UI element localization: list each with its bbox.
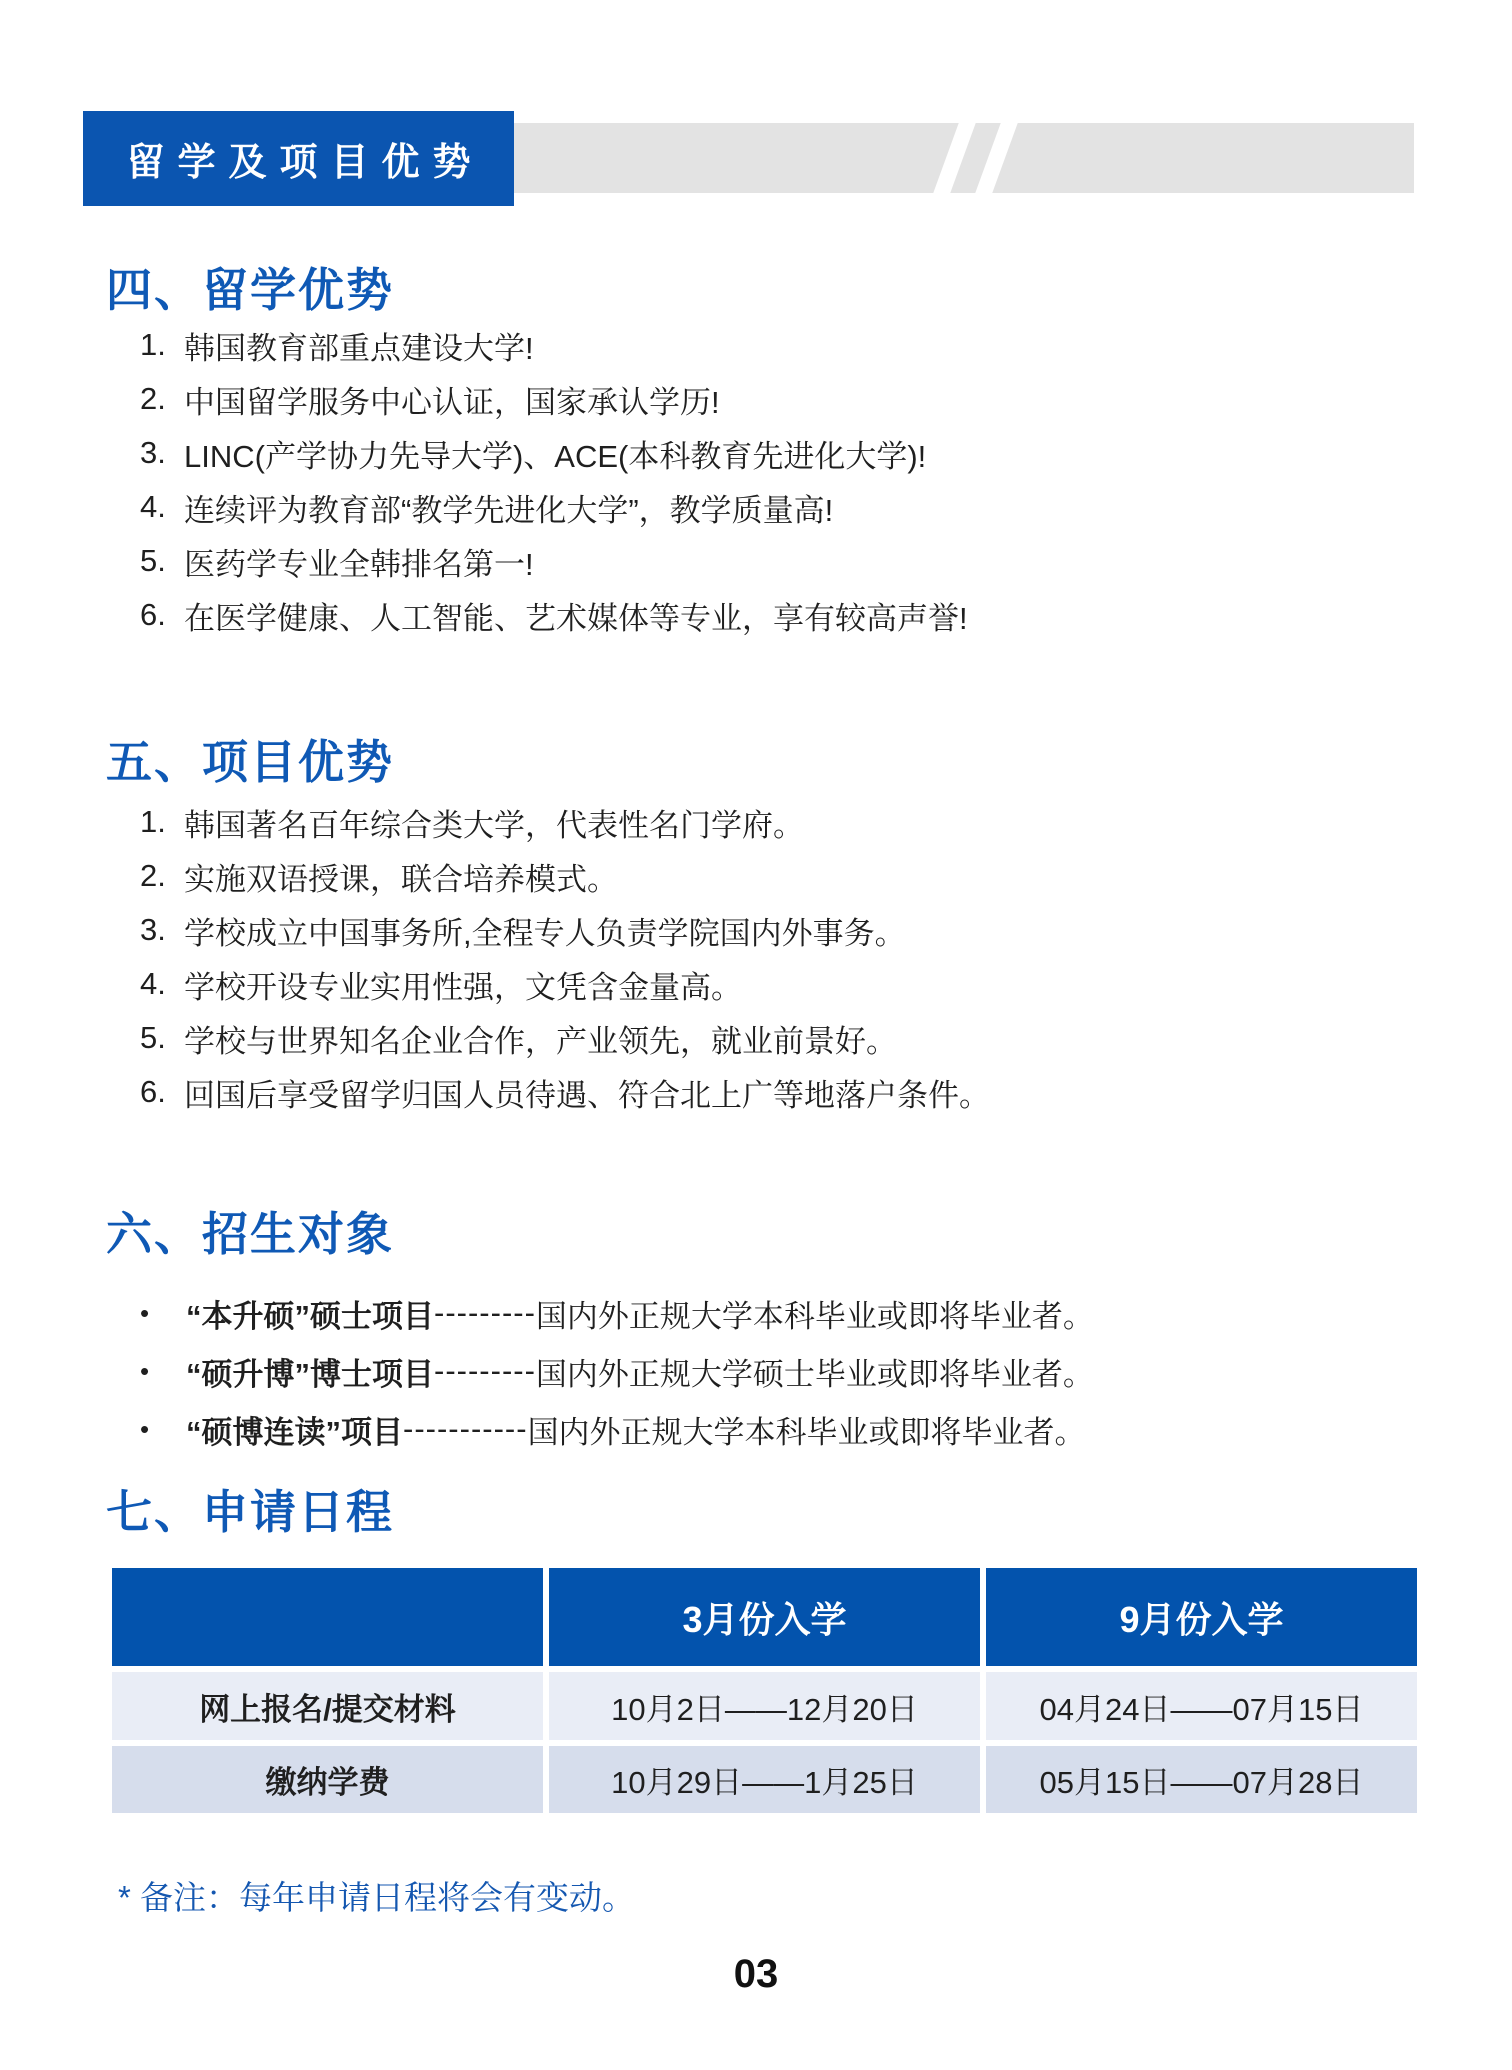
item-text: 在医学健康、人工智能、艺术媒体等专业，享有较高声誉! [184, 600, 968, 636]
list-item [140, 795, 1452, 849]
slash-decoration [930, 123, 980, 193]
item-number: 1. [140, 804, 166, 839]
item-number: 3. [140, 912, 166, 947]
list-item [140, 903, 1452, 957]
program-desc: 国内外正规大学本科毕业或即将毕业者。 [535, 1298, 1094, 1334]
item-number: 4. [140, 966, 166, 1001]
program-desc: 国内外正规大学硕士毕业或即将毕业者。 [535, 1356, 1094, 1392]
enrollment-target-list [140, 1284, 1452, 1458]
item-number: 1. [140, 327, 166, 362]
page-number: 03 [733, 1952, 779, 1996]
application-schedule-table [112, 1568, 1417, 1813]
item-text: LINC(产学协力先导大学)、ACE(本科教育先进化大学)! [184, 438, 927, 474]
item-number: 2. [140, 858, 166, 893]
bullet-icon: • [140, 1355, 150, 1386]
project-advantages-list [140, 795, 1452, 1119]
item-number: 5. [140, 1020, 166, 1055]
item-text: 中国留学服务中心认证，国家承认学历! [184, 384, 720, 420]
item-text: 学校成立中国事务所,全程专人负责学院国内外事务。 [184, 915, 906, 951]
item-number: 6. [140, 1074, 166, 1109]
list-item [140, 849, 1452, 903]
list-item [140, 534, 1452, 588]
section-heading-enrollment: 六、招生对象 [106, 1208, 394, 1260]
list-item [140, 318, 1452, 372]
banner-title: 留学及项目优势 [126, 142, 484, 184]
list-item [140, 1065, 1452, 1119]
list-item [140, 1284, 1452, 1342]
table-header-september: 9月份入学 [986, 1568, 1417, 1666]
section-heading-schedule: 七、申请日程 [106, 1486, 394, 1538]
program-name: “硕升博”博士项目 [186, 1356, 434, 1392]
study-advantages-list [140, 318, 1452, 642]
item-text: 连续评为教育部“教学先进化大学”，教学质量高! [184, 492, 834, 528]
table-cell: 05月15日——07月28日 [986, 1746, 1417, 1813]
item-text: 医药学专业全韩排名第一! [184, 546, 534, 582]
bullet-icon: • [140, 1297, 150, 1328]
list-item [140, 372, 1452, 426]
table-header-march: 3月份入学 [549, 1568, 980, 1666]
dash-leader: --------- [434, 1353, 536, 1388]
item-number: 2. [140, 381, 166, 416]
item-text: 韩国教育部重点建设大学! [184, 330, 534, 366]
item-number: 4. [140, 489, 166, 524]
dash-leader: --------- [434, 1295, 536, 1330]
table-cell: 04月24日——07月15日 [986, 1672, 1417, 1740]
table-cell: 10月2日——12月20日 [549, 1672, 980, 1740]
section-heading-project: 五、项目优势 [106, 736, 394, 788]
list-item [140, 1400, 1452, 1458]
program-name: “硕博连读”项目 [186, 1414, 403, 1450]
list-item [140, 480, 1452, 534]
item-number: 6. [140, 597, 166, 632]
program-desc: 国内外正规大学本科毕业或即将毕业者。 [527, 1414, 1086, 1450]
list-item [140, 1342, 1452, 1400]
table-header-empty [112, 1568, 543, 1666]
table-row-label: 网上报名/提交材料 [112, 1672, 543, 1740]
item-text: 实施双语授课，联合培养模式。 [184, 861, 618, 897]
table-cell: 10月29日——1月25日 [549, 1746, 980, 1813]
list-item [140, 957, 1452, 1011]
bullet-icon: • [140, 1413, 150, 1444]
slash-decoration [972, 123, 1022, 193]
schedule-note: * 备注：每年申请日程将会有变动。 [118, 1879, 636, 1916]
list-item [140, 426, 1452, 480]
decor-band [514, 123, 1414, 193]
table-row-label: 缴纳学费 [112, 1746, 543, 1813]
section-banner [83, 111, 514, 206]
item-text: 学校与世界知名企业合作，产业领先，就业前景好。 [184, 1023, 897, 1059]
item-number: 3. [140, 435, 166, 470]
item-text: 回国后享受留学归国人员待遇、符合北上广等地落户条件。 [184, 1077, 990, 1113]
item-text: 学校开设专业实用性强，文凭含金量高。 [184, 969, 742, 1005]
list-item [140, 1011, 1452, 1065]
dash-leader: ----------- [403, 1411, 528, 1446]
item-text: 韩国著名百年综合类大学，代表性名门学府。 [184, 807, 804, 843]
program-name: “本升硕”硕士项目 [186, 1298, 434, 1334]
item-number: 5. [140, 543, 166, 578]
list-item [140, 588, 1452, 642]
section-heading-study: 四、留学优势 [106, 264, 394, 316]
